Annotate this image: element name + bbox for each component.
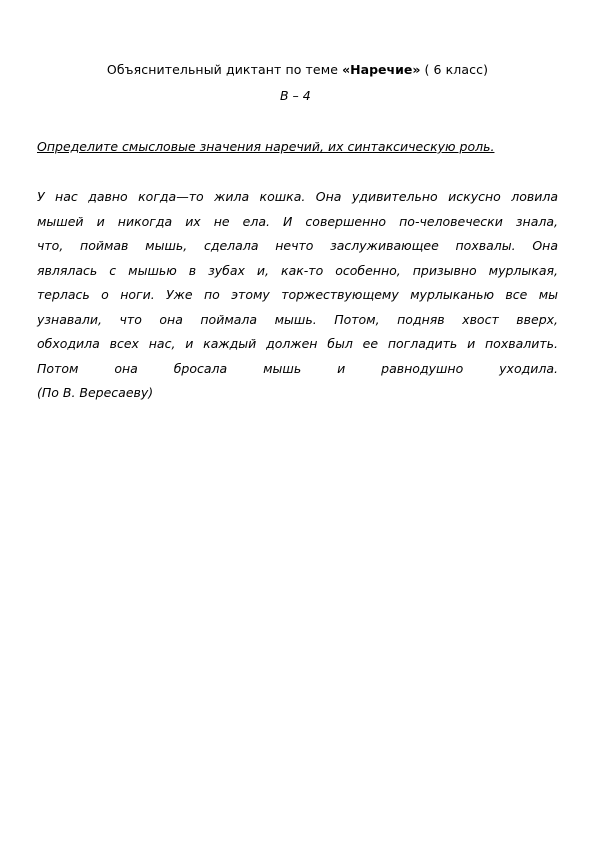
text-line: Потом она бросала мышь и равнодушно уходила. [37, 360, 558, 376]
title-grade: ( 6 класс) [420, 62, 489, 77]
title-text: Объяснительный диктант по теме [106, 62, 343, 77]
title-topic: «Наречие» [342, 62, 421, 77]
task-instruction: Определите смысловые значения наречий, их синтаксическую роль. [37, 139, 495, 154]
text-line: обходила всех нас, и каждый должен был ее погладить и похвалить. [37, 336, 558, 351]
text-source: (По В. Вересаеву) [37, 385, 154, 400]
document-title [0, 62, 595, 78]
text-line: что, поймав мышь, сделала нечто заслуживающее похвалы. Она [37, 238, 558, 253]
text-line: терлась о ноги. Уже по этому торжествующему мурлыканью все мы [37, 287, 558, 302]
text-line: У нас давно когда—то жила кошка. Она удивительно искусно ловила [37, 189, 558, 204]
text-line: узнавали, что она поймала мышь. Потом, подняв хвост вверх, [37, 311, 558, 327]
text-line: мышей и никогда их не ела. И совершенно по-человечески знала, [37, 213, 558, 229]
dictation-text [37, 188, 558, 409]
text-line: являлась с мышью в зубах и, как-то особенно, призывно мурлыкая, [37, 262, 558, 278]
variant-label: В – 4 [280, 88, 311, 103]
